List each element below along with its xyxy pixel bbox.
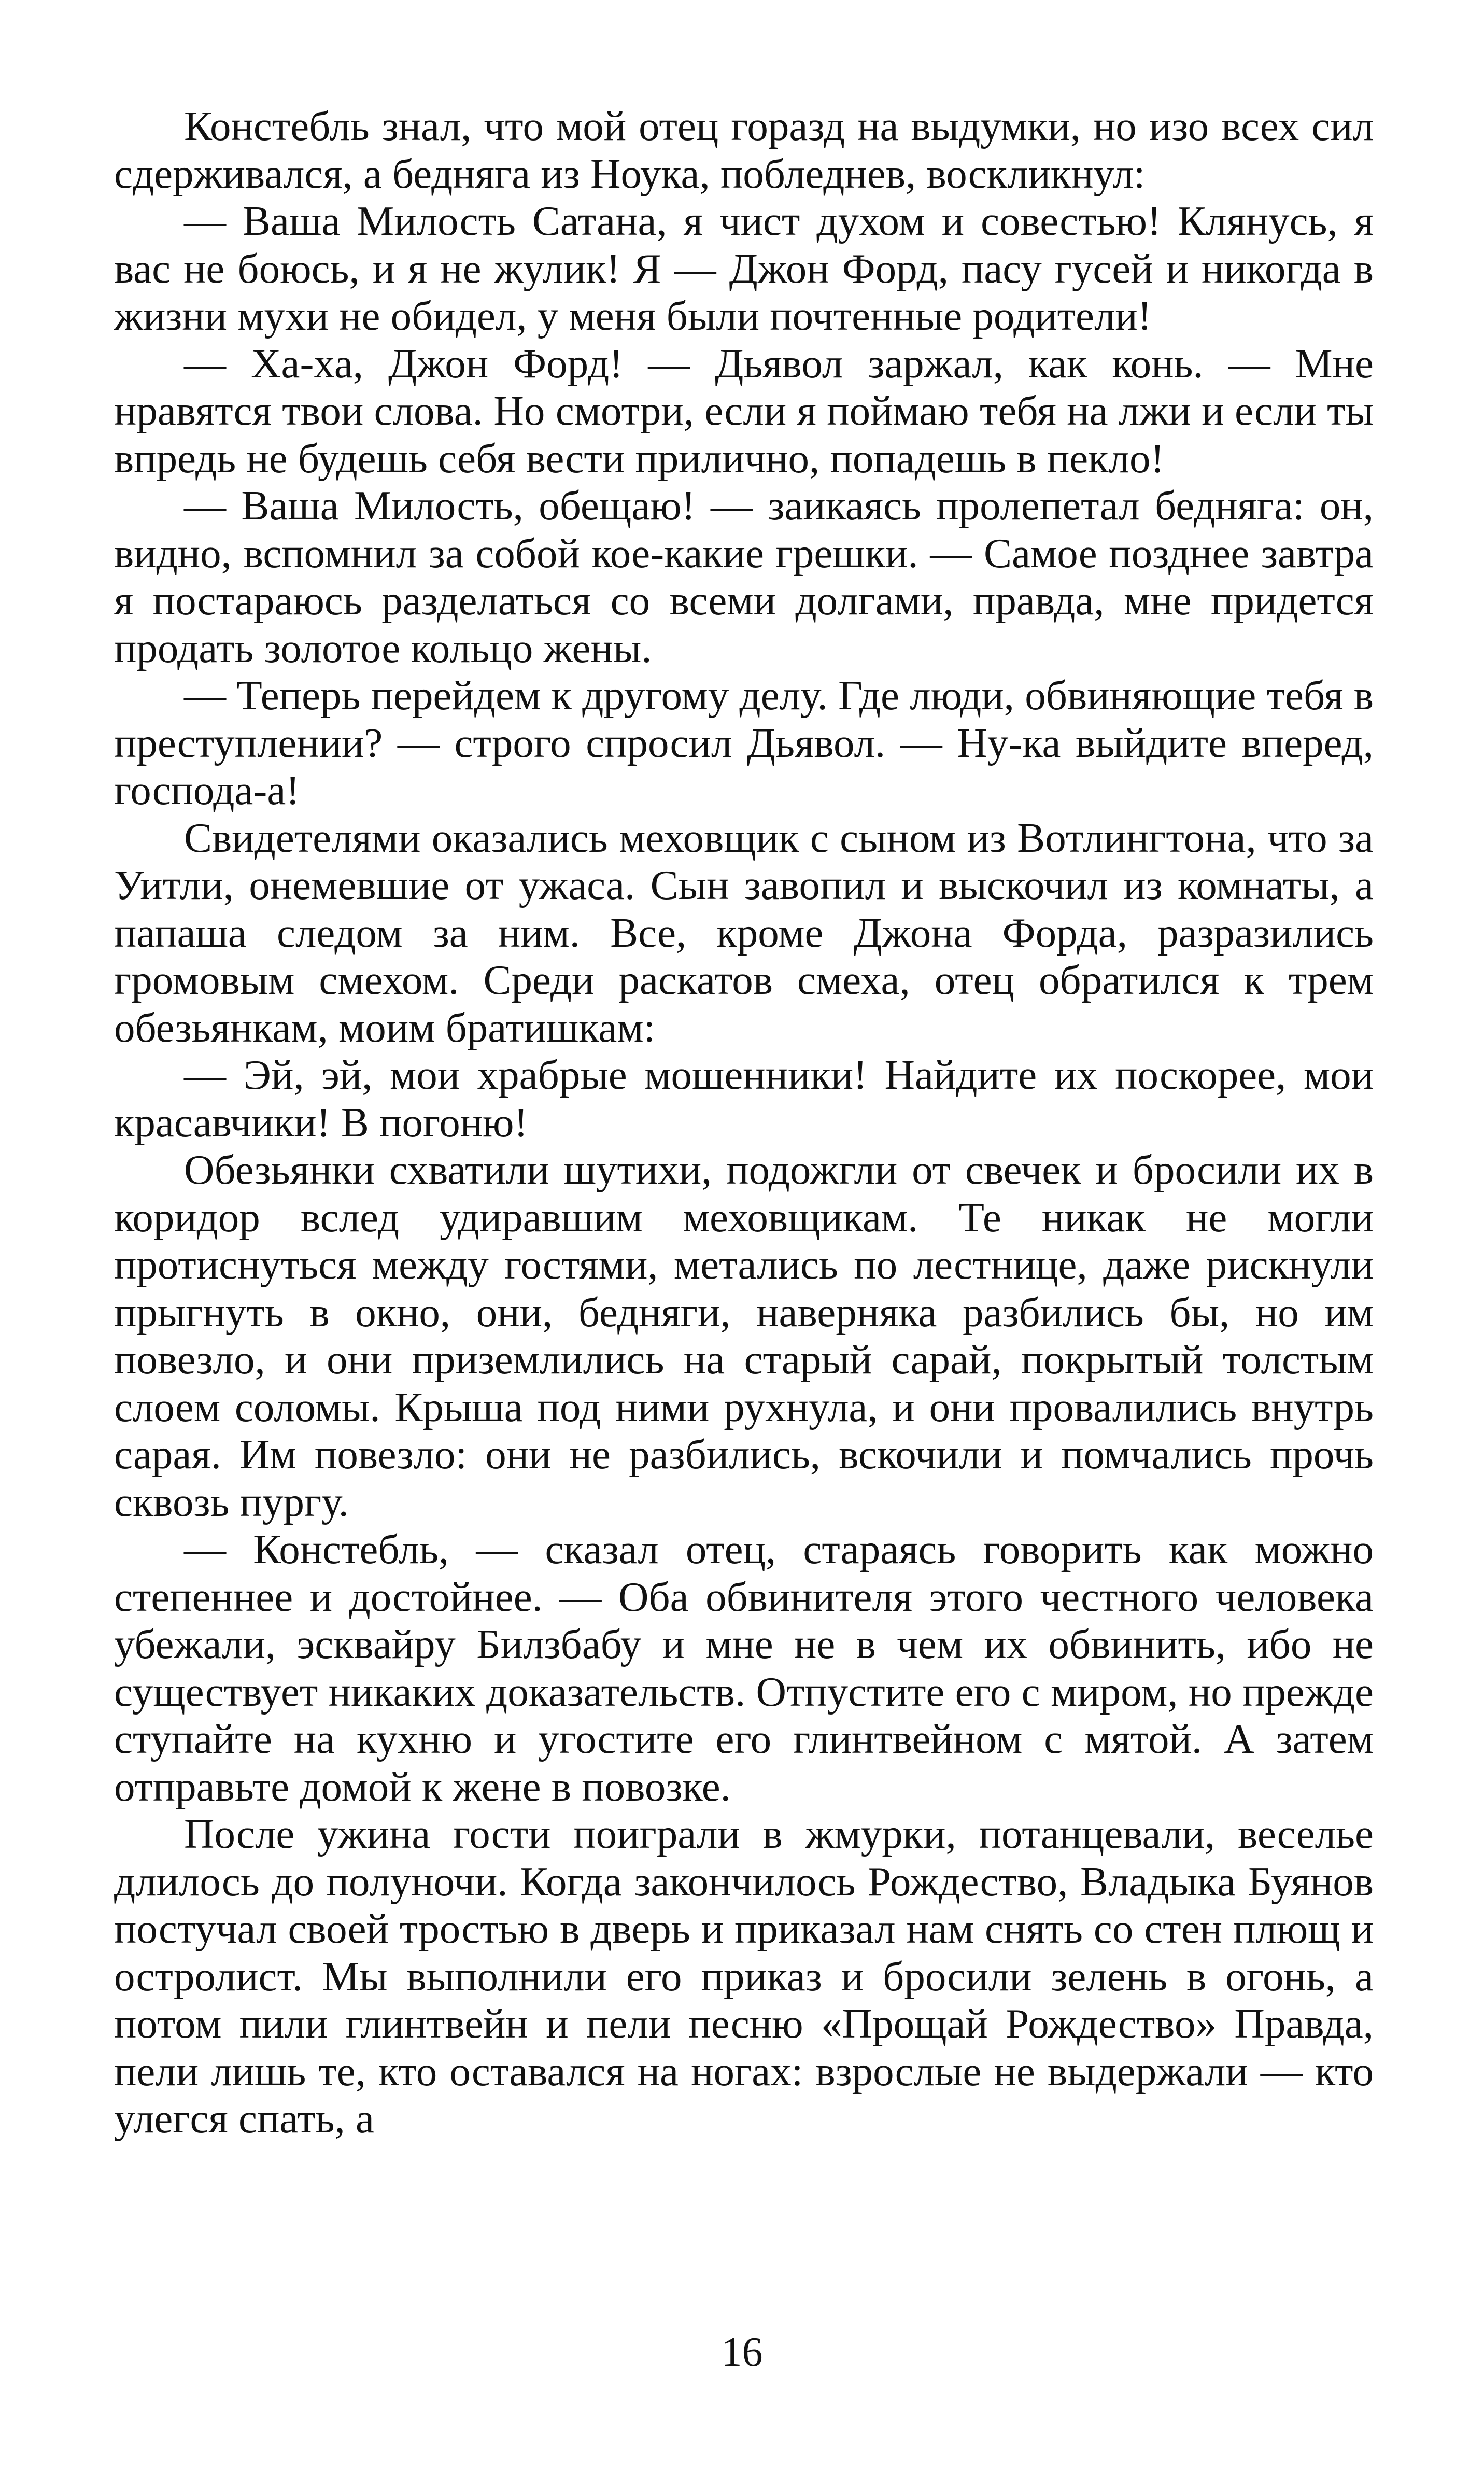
paragraph-10: После ужина гости поиграли в жмурки, потанцевали, веселье длилось до полуночи. Когда закончилось Рождество, Владыка Буянов постучал своей тростью в дверь и приказал нам снять со стен плющ и остролист. Мы выполнили его приказ и бросили зелень в огонь, а потом пили глинтвейн и пели песню «Прощай Рождество» Правда, пели лишь те, кто оставался на ногах: взрослые не выдержали — кто улегся спать, а	[114, 1810, 1374, 2142]
paragraph-7: — Эй, эй, мои храбрые мошенники! Найдите их поскорее, мои красавчики! В погоню!	[114, 1051, 1374, 1146]
paragraph-3: — Ха-ха, Джон Форд! — Дьявол заржал, как конь. — Мне нравятся твои слова. Но смотри, если я поймаю тебя на лжи и если ты впредь не будешь себя вести прилично, попадешь в пекло!	[114, 340, 1374, 482]
page-number: 16	[721, 2329, 763, 2375]
body-text	[114, 103, 1374, 2143]
paragraph-5: — Теперь перейдем к другому делу. Где люди, обвиняющие тебя в преступлении? — строго спросил Дьявол. — Ну-ка выйдите вперед, господа-а!	[114, 672, 1374, 813]
paragraph-8: Обезьянки схватили шутихи, подожгли от свечек и бросили их в коридор вслед удиравшим меховщикам. Те никак не могли протиснуться между гостями, метались по лестнице, даже рискнули прыгнуть в окно, они, бедняги, наверняка разбились бы, но им повезло, и они приземлились на старый сарай, покрытый толстым слоем соломы. Крыша под ними рухнула, и они провалились внутрь сарая. Им повезло: они не разбились, вскочили и помчались прочь сквозь пургу.	[114, 1146, 1374, 1525]
paragraph-9: — Констебль, — сказал отец, стараясь говорить как можно степеннее и достойнее. — Оба обвинителя этого честного человека убежали, эсквайру Билзбабу и мне не в чем их обвинить, ибо не существует никаких доказательств. Отпустите его с миром, но прежде ступайте на кухню и угостите его глинтвейном с мятой. А затем отправьте домой к жене в повозке.	[114, 1526, 1374, 1810]
paragraph-4: — Ваша Милость, обещаю! — заикаясь пролепетал бедняга: он, видно, вспомнил за собой кое-какие грешки. — Самое позднее завтра я постараюсь разделаться со всеми долгами, правда, мне придется продать золотое кольцо жены.	[114, 482, 1374, 671]
paragraph-1: Констебль знал, что мой отец горазд на выдумки, но изо всех сил сдерживался, а бедняга из Ноука, побледнев, воскликнул:	[114, 103, 1374, 197]
paragraph-6: Свидетелями оказались меховщик с сыном из Вотлингтона, что за Уитли, онемевшие от ужаса. Сын завопил и выскочил из комнаты, а папаша следом за ним. Все, кроме Джона Форда, разразились громовым смехом. Среди раскатов смеха, отец обратился к трем обезьянкам, моим братишкам:	[114, 814, 1374, 1051]
paragraph-2: — Ваша Милость Сатана, я чист духом и совестью! Клянусь, я вас не боюсь, и я не жулик! Я — Джон Форд, пасу гусей и никогда в жизни мухи не обидел, у меня были почтенные родители!	[114, 198, 1374, 339]
